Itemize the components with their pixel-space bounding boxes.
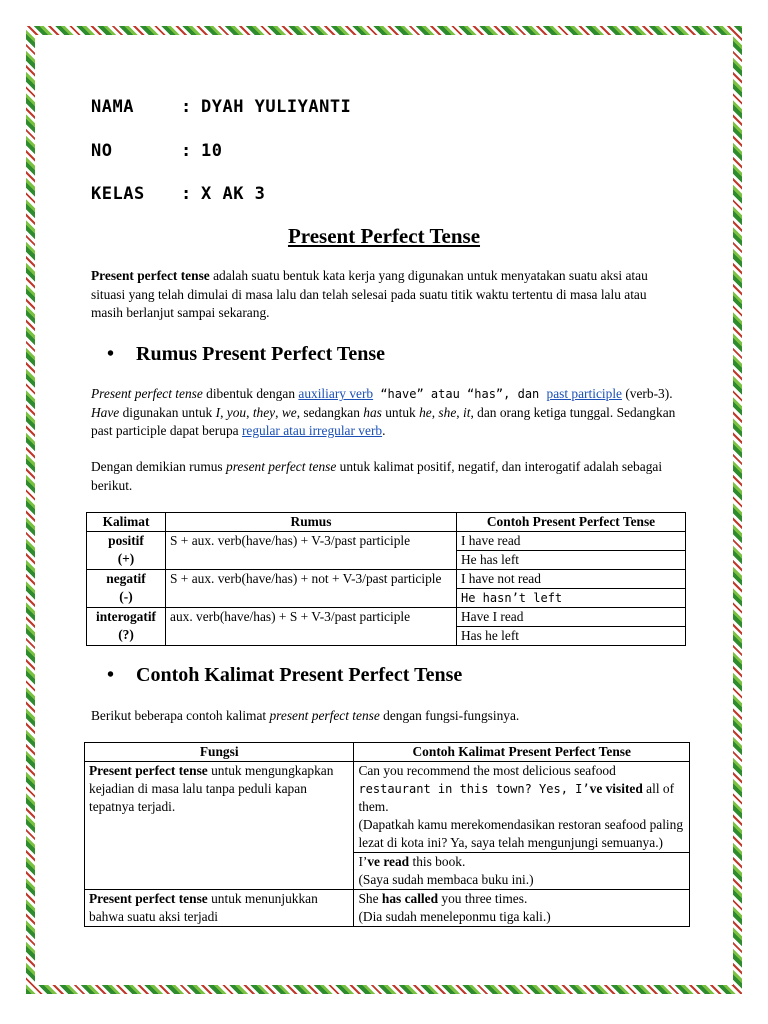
intro-paragraph [91, 267, 681, 323]
example-cell: Has he left [457, 627, 686, 646]
kalimat-type: interogatif [96, 609, 156, 624]
translation: (Dia sudah meneleponmu tiga kali.) [358, 909, 551, 924]
rumus-cell: aux. verb(have/has) + S + V-3/past participle [166, 608, 457, 646]
text: . [382, 423, 386, 438]
name-label: NAMA [91, 97, 134, 117]
number-value: 10 [201, 141, 223, 161]
text: untuk mengungkapkan kejadian di masa lalu tanpa peduli kapan tepatnya terjadi. [89, 763, 334, 814]
term: it [462, 404, 471, 420]
term: he [419, 404, 432, 420]
formula-intro-paragraph [91, 458, 681, 495]
text: this book. [409, 854, 466, 869]
table-row [87, 570, 686, 589]
examples-intro-paragraph [91, 707, 681, 726]
text: untuk [381, 404, 420, 420]
number-label: NO [91, 141, 113, 161]
colon: : [181, 141, 192, 161]
auxiliary-verb-link[interactable]: auxiliary verb [298, 386, 374, 401]
name-value: DYAH YULIYANTI [201, 97, 352, 117]
example-cell [354, 762, 690, 853]
rumus-paragraph [91, 385, 681, 441]
class-label: KELAS [91, 184, 145, 204]
text: dengan fungsi-fungsinya. [379, 708, 520, 723]
table-header-row [85, 743, 690, 762]
class-value: X AK 3 [201, 184, 266, 204]
term: ve read [367, 854, 410, 869]
text: , [220, 404, 227, 420]
bullet-icon: • [107, 664, 115, 686]
text: She [358, 891, 382, 906]
kalimat-cell [87, 570, 166, 608]
table-row [85, 762, 690, 853]
text: all of them. [358, 781, 675, 814]
term: you [226, 404, 247, 420]
kalimat-sign: (?) [118, 627, 134, 642]
text: , [275, 404, 282, 420]
text: digunakan untuk [119, 404, 216, 420]
term: Have [91, 404, 120, 420]
term: she [438, 404, 457, 420]
past-participle-link[interactable]: past participle [546, 386, 622, 401]
term: has [363, 404, 382, 420]
intro-text: adalah suatu bentuk kata kerja yang digunakan untuk menyatakan suatu aksi atau situasi yang telah dimulai di masa lalu dan telah selesai pada suatu titik waktu tertentu di masa lalu atau masih berlanjut sampai sekarang. [91, 268, 648, 320]
bullet-icon: • [107, 343, 115, 365]
header-rumus: Rumus [166, 513, 457, 532]
header-contoh-kalimat: Contoh Kalimat Present Perfect Tense [354, 743, 690, 762]
text: untuk menunjukkan bahwa suatu aksi terjadi [89, 891, 318, 924]
examples-table [84, 742, 690, 927]
text: , [246, 404, 253, 420]
term: Present perfect tense [89, 763, 208, 778]
text: Can you recommend the most delicious seafood [358, 763, 616, 778]
table-row [87, 608, 686, 627]
text: , [456, 404, 463, 420]
rumus-cell: S + aux. verb(have/has) + not + V-3/past participle [166, 570, 457, 608]
example-cell: I have not read [457, 570, 686, 589]
text: Dengan demikian rumus [91, 459, 226, 474]
text: you three times. [438, 891, 528, 906]
text: restaurant in this town? Yes, I’ [358, 782, 590, 796]
page-title: Present Perfect Tense [287, 224, 481, 248]
text: I’ [358, 854, 368, 869]
term: they [252, 404, 276, 420]
example-cell: He hasn’t left [457, 589, 686, 608]
intro-term: Present perfect tense [91, 268, 210, 283]
term: I [215, 404, 221, 420]
regular-irregular-verb-link[interactable]: regular atau irregular verb [241, 423, 383, 438]
term: Present perfect tense [91, 386, 203, 401]
kalimat-type: positif [108, 533, 144, 548]
text: untuk kalimat positif, negatif, dan interogatif adalah sebagai berikut. [91, 459, 663, 493]
fungsi-cell [85, 890, 354, 927]
example-cell: Have I read [457, 608, 686, 627]
kalimat-type: negatif [106, 571, 146, 586]
example-cell [354, 890, 690, 927]
text: , [431, 404, 439, 420]
translation: (Dapatkah kamu merekomendasikan restoran seafood paling lezat di kota ini? Ya, saya telah mengunjungi semuanya.) [358, 817, 684, 850]
example-cell [354, 853, 690, 890]
kalimat-cell [87, 532, 166, 570]
term: has called [381, 891, 439, 906]
name-row [91, 97, 351, 117]
term: Present perfect tense [89, 891, 208, 906]
table-header-row [87, 513, 686, 532]
section-heading-text: Rumus Present Perfect Tense [136, 343, 386, 365]
table-row [85, 890, 690, 927]
header-fungsi: Fungsi [85, 743, 354, 762]
table-row [87, 532, 686, 551]
section-heading-text: Contoh Kalimat Present Perfect Tense [136, 664, 463, 686]
header-contoh: Contoh Present Perfect Tense [457, 513, 686, 532]
text: , dan orang ketiga tunggal. Sedangkan past participle dapat berupa [91, 404, 676, 438]
kalimat-cell [87, 608, 166, 646]
text: dibentuk dengan [202, 386, 299, 401]
formula-table [86, 512, 686, 646]
text: Berikut beberapa contoh kalimat [91, 708, 270, 723]
term: present perfect tense [226, 459, 337, 474]
example-cell: He has left [457, 551, 686, 570]
colon: : [181, 97, 192, 117]
number-row [91, 141, 222, 161]
text: (verb-3). [621, 386, 673, 401]
term: present perfect tense [269, 708, 380, 723]
term: we [281, 404, 297, 420]
term: ve visited [589, 781, 643, 796]
colon: : [181, 184, 192, 204]
kalimat-sign: (+) [117, 551, 135, 566]
fungsi-cell [85, 762, 354, 890]
rumus-cell: S + aux. verb(have/has) + V-3/past participle [166, 532, 457, 570]
header-kalimat: Kalimat [87, 513, 166, 532]
text: , sedangkan [296, 404, 364, 420]
translation: (Saya sudah membaca buku ini.) [358, 872, 534, 887]
class-row [91, 184, 265, 204]
example-cell: I have read [457, 532, 686, 551]
text: “have” atau “has”, dan [373, 387, 547, 401]
kalimat-sign: (-) [119, 589, 133, 604]
